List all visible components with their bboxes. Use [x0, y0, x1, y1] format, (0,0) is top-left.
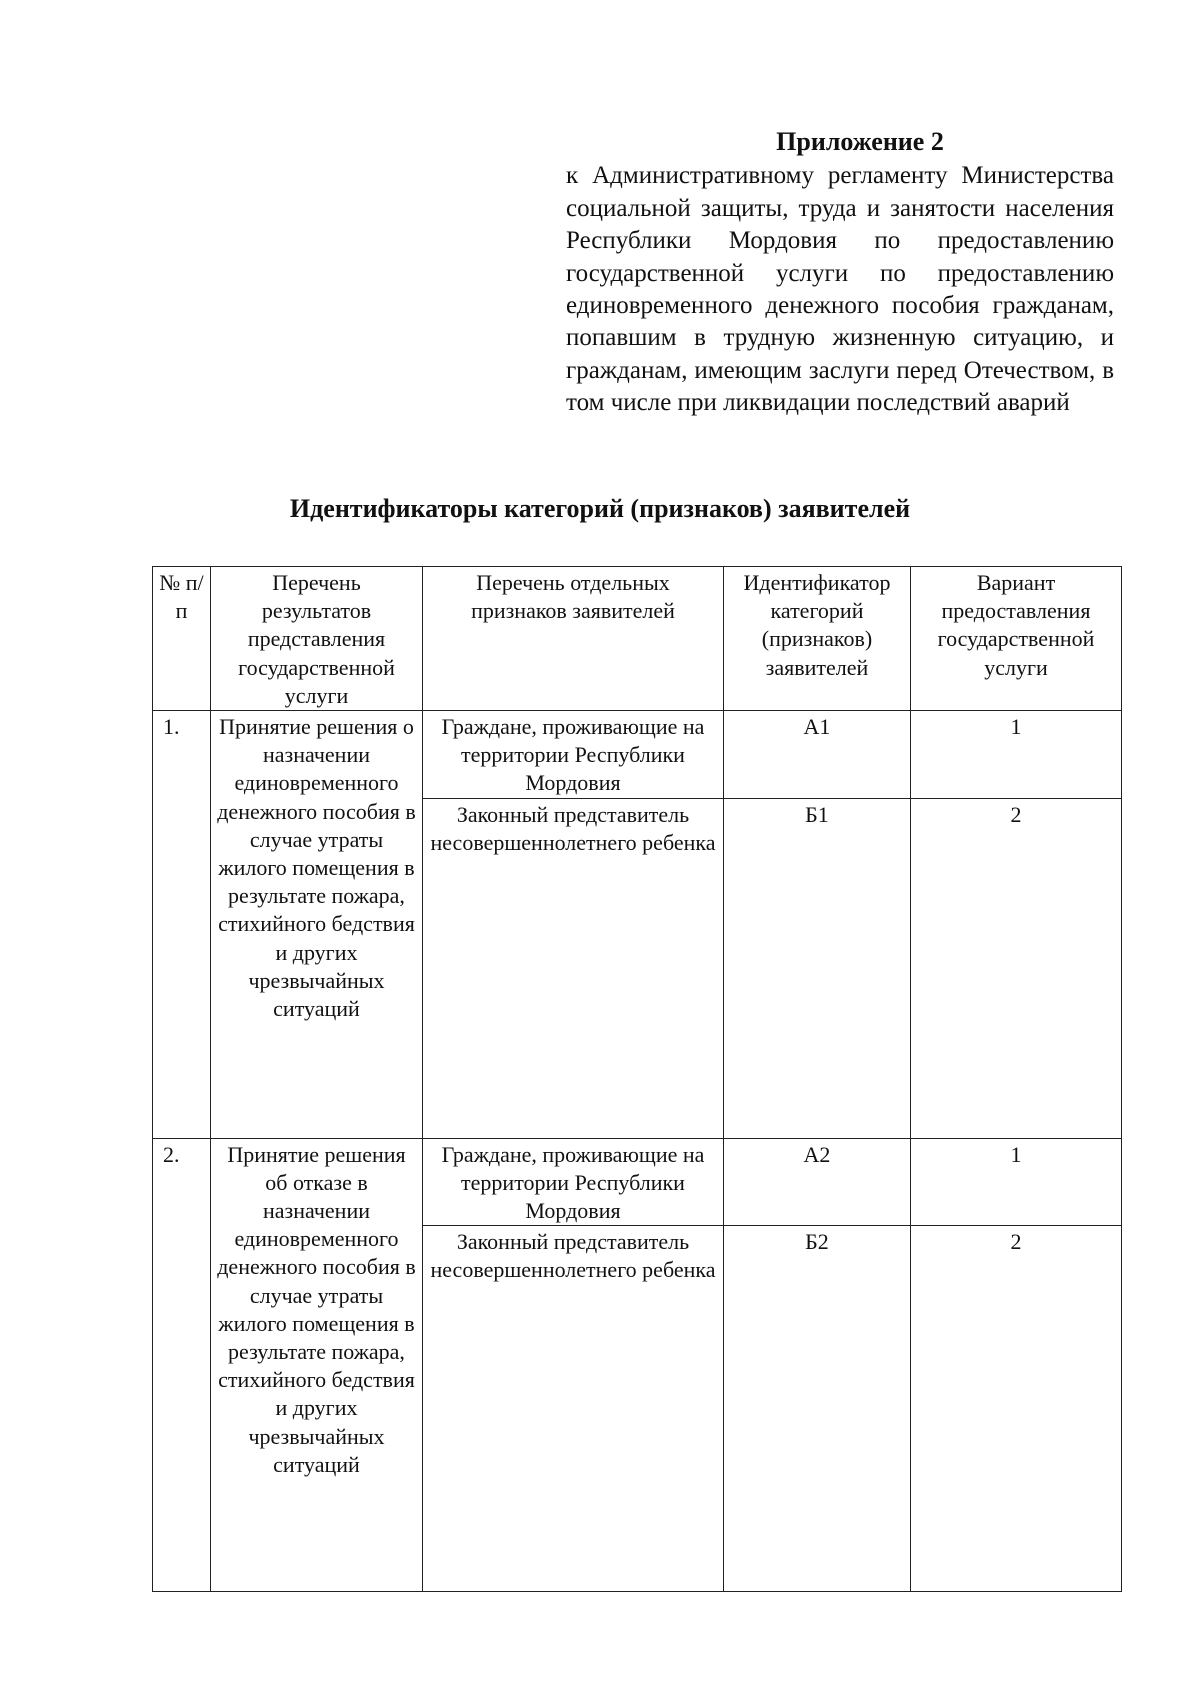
- row-identifier: Б1: [724, 798, 911, 1138]
- row-result: Принятие решения об отказе в назначении единовременного денежного пособия в случае утраты жилого помещения в результате пожара, стихийного бедствия и других чрезвычайных ситуаций: [211, 1138, 423, 1592]
- identifiers-table: [152, 566, 1122, 1592]
- table-row: [153, 711, 1122, 799]
- header-signs: Перечень отдельных признаков заявителей: [423, 567, 724, 711]
- row-sign: Законный представитель несовершеннолетнего ребенка: [423, 1226, 724, 1592]
- row-variant: 1: [911, 711, 1122, 799]
- document-title-wrapper: [0, 494, 1200, 524]
- row-identifier: А2: [724, 1138, 911, 1226]
- row-num: 2.: [153, 1138, 211, 1592]
- header-result: Перечень результатов представления государственной услуги: [211, 567, 423, 711]
- appendix-block: [566, 126, 1114, 420]
- row-sign: Граждане, проживающие на территории Республики Мордовия: [423, 711, 724, 799]
- row-variant: 2: [911, 798, 1122, 1138]
- row-variant: 2: [911, 1226, 1122, 1592]
- appendix-text: к Административному регламенту Министерства социальной защиты, труда и занятости населения Республики Мордовия по предоставлению государственной услуги по предоставлению единовременного денежного пособия гражданам, попавшим в трудную жизненную ситуацию, и гражданам, имеющим заслуги перед Отечеством, в том числе при ликвидации последствий аварий: [566, 162, 1114, 417]
- row-identifier: А1: [724, 711, 911, 799]
- row-result: Принятие решения о назначении единовременного денежного пособия в случае утраты жилого помещения в результате пожара, стихийного бедствия и других чрезвычайных ситуаций: [211, 711, 423, 1139]
- row-sign: Граждане, проживающие на территории Республики Мордовия: [423, 1138, 724, 1226]
- appendix-title: Приложение 2: [776, 127, 944, 156]
- document-title: Идентификаторы категорий (признаков) заявителей: [289, 494, 911, 523]
- header-variant: Вариант предоставления государственной услуги: [911, 567, 1122, 711]
- table-row: [153, 1138, 1122, 1226]
- row-identifier: Б2: [724, 1226, 911, 1592]
- header-num: № п/п: [153, 567, 211, 711]
- row-sign: Законный представитель несовершеннолетнего ребенка: [423, 798, 724, 1138]
- header-identifier: Идентификатор категорий (признаков) заявителей: [724, 567, 911, 711]
- table-header-row: [153, 567, 1122, 711]
- row-num: 1.: [153, 711, 211, 1139]
- row-variant: 1: [911, 1138, 1122, 1226]
